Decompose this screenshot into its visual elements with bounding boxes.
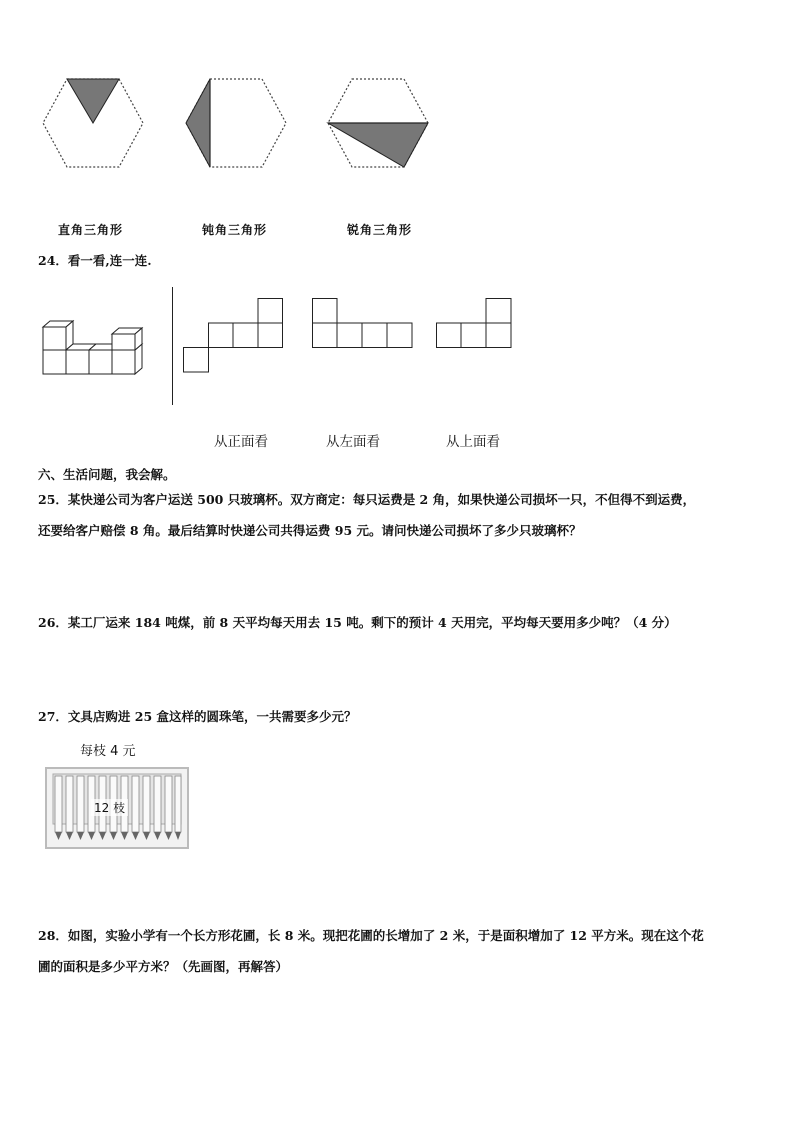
- caption-obtuse-triangle: 钝角三角形: [202, 223, 268, 237]
- view-label-top: 从上面看: [446, 434, 500, 450]
- question-26: 26．某工厂运来 184 吨煤，前 8 天平均每天用去 15 吨。剩下的预计 4 天用完，平均每天要用多少吨？（4 分）: [38, 615, 677, 630]
- question-25-line-2: 还要给客户赔偿 8 角。最后结算时快递公司共得运费 95 元。请问快递公司损坏了多少只玻璃杯？: [38, 523, 582, 538]
- question-28-line-1: 28．如图，实验小学有一个长方形花圃，长 8 米。现把花圃的长增加了 2 米，于是面积增加了 12 平方米。现在这个花: [38, 928, 704, 943]
- question-27: 27．文具店购进 25 盒这样的圆珠笔，一共需要多少元？: [38, 709, 357, 724]
- pen-price-label: 每枝 4 元: [80, 744, 136, 759]
- hexagon-obtuse-triangle-figure: [183, 76, 293, 170]
- question-28-line-2: 圃的面积是多少平方米？（先画图，再解答）: [38, 959, 289, 974]
- question-24-title: 24．看一看,连一连.: [38, 253, 152, 268]
- view-label-front: 从正面看: [214, 434, 268, 450]
- cube-solid-figure: [40, 318, 160, 378]
- caption-acute-triangle: 锐角三角形: [347, 223, 413, 237]
- section-6-heading: 六、生活问题，我会解。: [38, 467, 176, 482]
- pen-box-image: [45, 767, 189, 849]
- view-label-left: 从左面看: [326, 434, 380, 450]
- view-shape-c: [436, 298, 514, 350]
- caption-right-triangle: 直角三角形: [58, 223, 124, 237]
- hexagon-acute-triangle-figure: [325, 76, 435, 170]
- view-shape-b: [312, 298, 414, 350]
- hexagon-right-triangle-figure: [40, 76, 150, 170]
- question-25-line-1: 25．某快递公司为客户运送 500 只玻璃杯。双方商定：每只运费是 2 角，如果快递公司损坏一只，不但得不到运费，: [38, 492, 696, 507]
- view-shape-a: [183, 298, 283, 374]
- figure-divider: [172, 287, 173, 405]
- pen-box-count-label: 12 枝: [91, 799, 128, 816]
